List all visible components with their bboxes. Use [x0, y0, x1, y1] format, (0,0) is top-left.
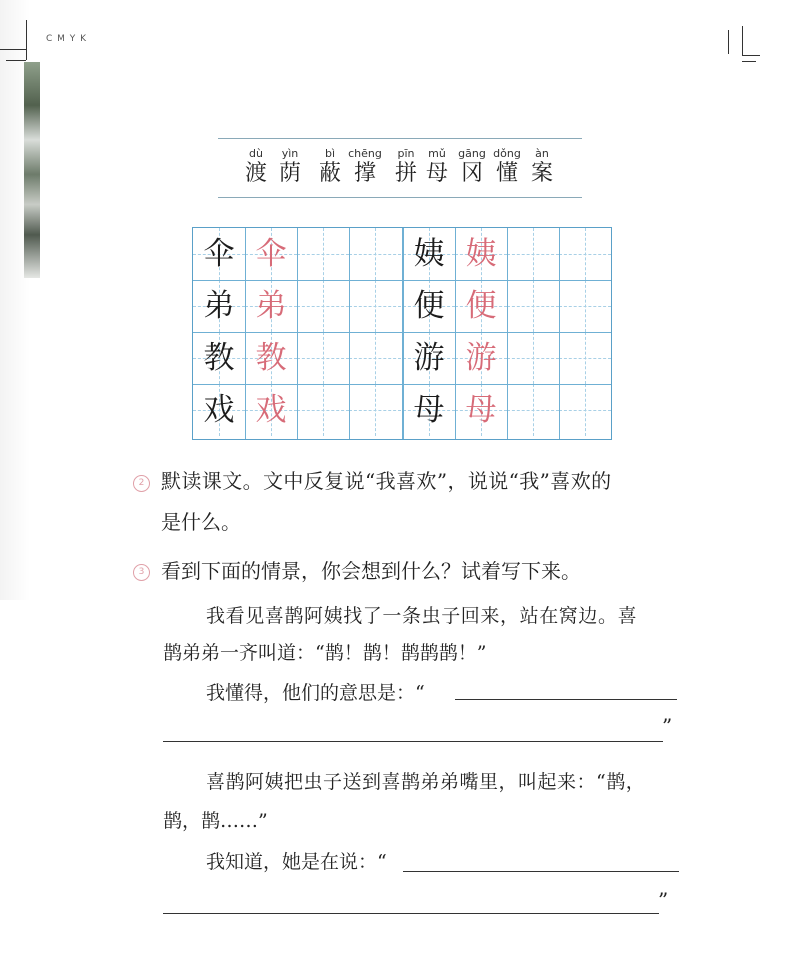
grid-column-line	[559, 228, 560, 439]
pinyin: pīn	[397, 147, 415, 160]
trace-character: 姨	[465, 236, 497, 272]
pinyin: chēng	[348, 147, 382, 160]
grid-cell	[507, 280, 559, 332]
model-character: 伞	[203, 236, 235, 272]
scenario-1-line-2: 鹊弟弟一齐叫道：“鹊！鹊！鹊鹊鹊！”	[163, 642, 487, 664]
grid-cell	[507, 384, 559, 436]
crop-mark	[742, 61, 756, 62]
pinyin: yìn	[281, 147, 299, 160]
vocab-word	[527, 147, 557, 187]
answer-1-blank-line-1[interactable]	[455, 699, 677, 700]
hanzi: 渡	[244, 161, 267, 186]
hanzi: 母	[425, 161, 448, 186]
trace-character: 弟	[255, 288, 287, 324]
grid-cell	[559, 280, 611, 332]
trace-character: 伞	[255, 236, 287, 272]
trace-character: 戏	[255, 392, 287, 428]
grid-column-line	[507, 228, 508, 439]
answer-1-blank-line-2[interactable]	[163, 741, 663, 742]
pinyin: mǔ	[428, 147, 446, 160]
crop-mark	[26, 20, 27, 60]
vocab-word	[345, 147, 385, 187]
vocab-word	[422, 147, 452, 187]
grid-column-line	[349, 228, 350, 439]
crop-mark	[742, 26, 743, 56]
hanzi: 荫	[278, 161, 301, 186]
model-character: 戏	[203, 392, 235, 428]
vocab-word	[455, 147, 489, 187]
answer-1-prompt: 我懂得，他们的意思是：“	[206, 682, 425, 704]
vocabulary-box	[218, 138, 582, 198]
grid-cell	[297, 332, 349, 384]
grid-cell	[559, 384, 611, 436]
grid-cell	[349, 280, 401, 332]
model-character: 便	[413, 288, 445, 324]
question-3-prompt: 看到下面的情景，你会想到什么？试着写下来。	[161, 559, 581, 583]
hanzi: 案	[530, 161, 553, 186]
grid-cell	[297, 228, 349, 280]
model-character: 弟	[203, 288, 235, 324]
model-character: 游	[413, 340, 445, 376]
scenario-2-line-2: 鹊，鹊……”	[163, 810, 268, 832]
trace-character: 便	[465, 288, 497, 324]
model-character: 母	[413, 392, 445, 428]
grid-cell	[297, 384, 349, 436]
grid-cell	[559, 332, 611, 384]
answer-2-prompt: 我知道，她是在说：“	[206, 851, 387, 873]
grid-cell	[349, 384, 401, 436]
cmyk-color-bar: C M Y K	[46, 34, 88, 44]
hanzi: 懂	[495, 161, 518, 186]
crop-mark	[0, 49, 26, 50]
model-character: 姨	[413, 236, 445, 272]
vocab-word	[391, 147, 421, 187]
model-character: 教	[203, 340, 235, 376]
pinyin: dù	[249, 147, 263, 160]
grid-column-line	[297, 228, 298, 439]
grid-cell	[349, 332, 401, 384]
trace-character: 游	[465, 340, 497, 376]
hanzi: 蔽	[318, 161, 341, 186]
pinyin: gāng	[458, 147, 486, 160]
vocab-word	[315, 147, 345, 187]
grid-cell	[507, 228, 559, 280]
crop-mark	[742, 55, 760, 56]
answer-1-close-quote: ”	[662, 714, 673, 738]
pinyin: bì	[324, 147, 336, 160]
vocab-word	[275, 147, 305, 187]
hanzi: 撑	[353, 161, 376, 186]
scenario-2-line-1: 喜鹊阿姨把虫子送到喜鹊弟弟嘴里，叫起来：“鹊，	[206, 771, 646, 793]
answer-2-close-quote: ”	[658, 888, 669, 912]
hanzi: 冈	[460, 161, 483, 186]
hanzi: 拼	[394, 161, 417, 186]
grid-cell	[349, 228, 401, 280]
vocab-word	[241, 147, 271, 187]
crop-mark	[6, 60, 26, 61]
question-number-3-icon: 3	[133, 564, 150, 581]
answer-2-blank-line-1[interactable]	[403, 871, 679, 872]
trace-character: 教	[255, 340, 287, 376]
vocab-word	[489, 147, 525, 187]
pinyin: dǒng	[493, 147, 521, 160]
crop-mark	[728, 30, 729, 54]
question-2-line-2: 是什么。	[161, 510, 241, 534]
grid-cell	[559, 228, 611, 280]
answer-2-blank-line-2[interactable]	[163, 913, 659, 914]
pinyin: àn	[535, 147, 549, 160]
grid-cell	[297, 280, 349, 332]
trace-character: 母	[465, 392, 497, 428]
question-number-2-icon: 2	[133, 475, 150, 492]
question-2-line-1: 默读课文。文中反复说“我喜欢”，说说“我”喜欢的	[161, 469, 612, 493]
scenario-1-line-1: 我看见喜鹊阿姨找了一条虫子回来，站在窝边。喜	[206, 605, 638, 627]
grid-cell	[507, 332, 559, 384]
adjacent-page-photo-strip	[24, 62, 40, 278]
writing-practice-grid	[192, 227, 612, 440]
